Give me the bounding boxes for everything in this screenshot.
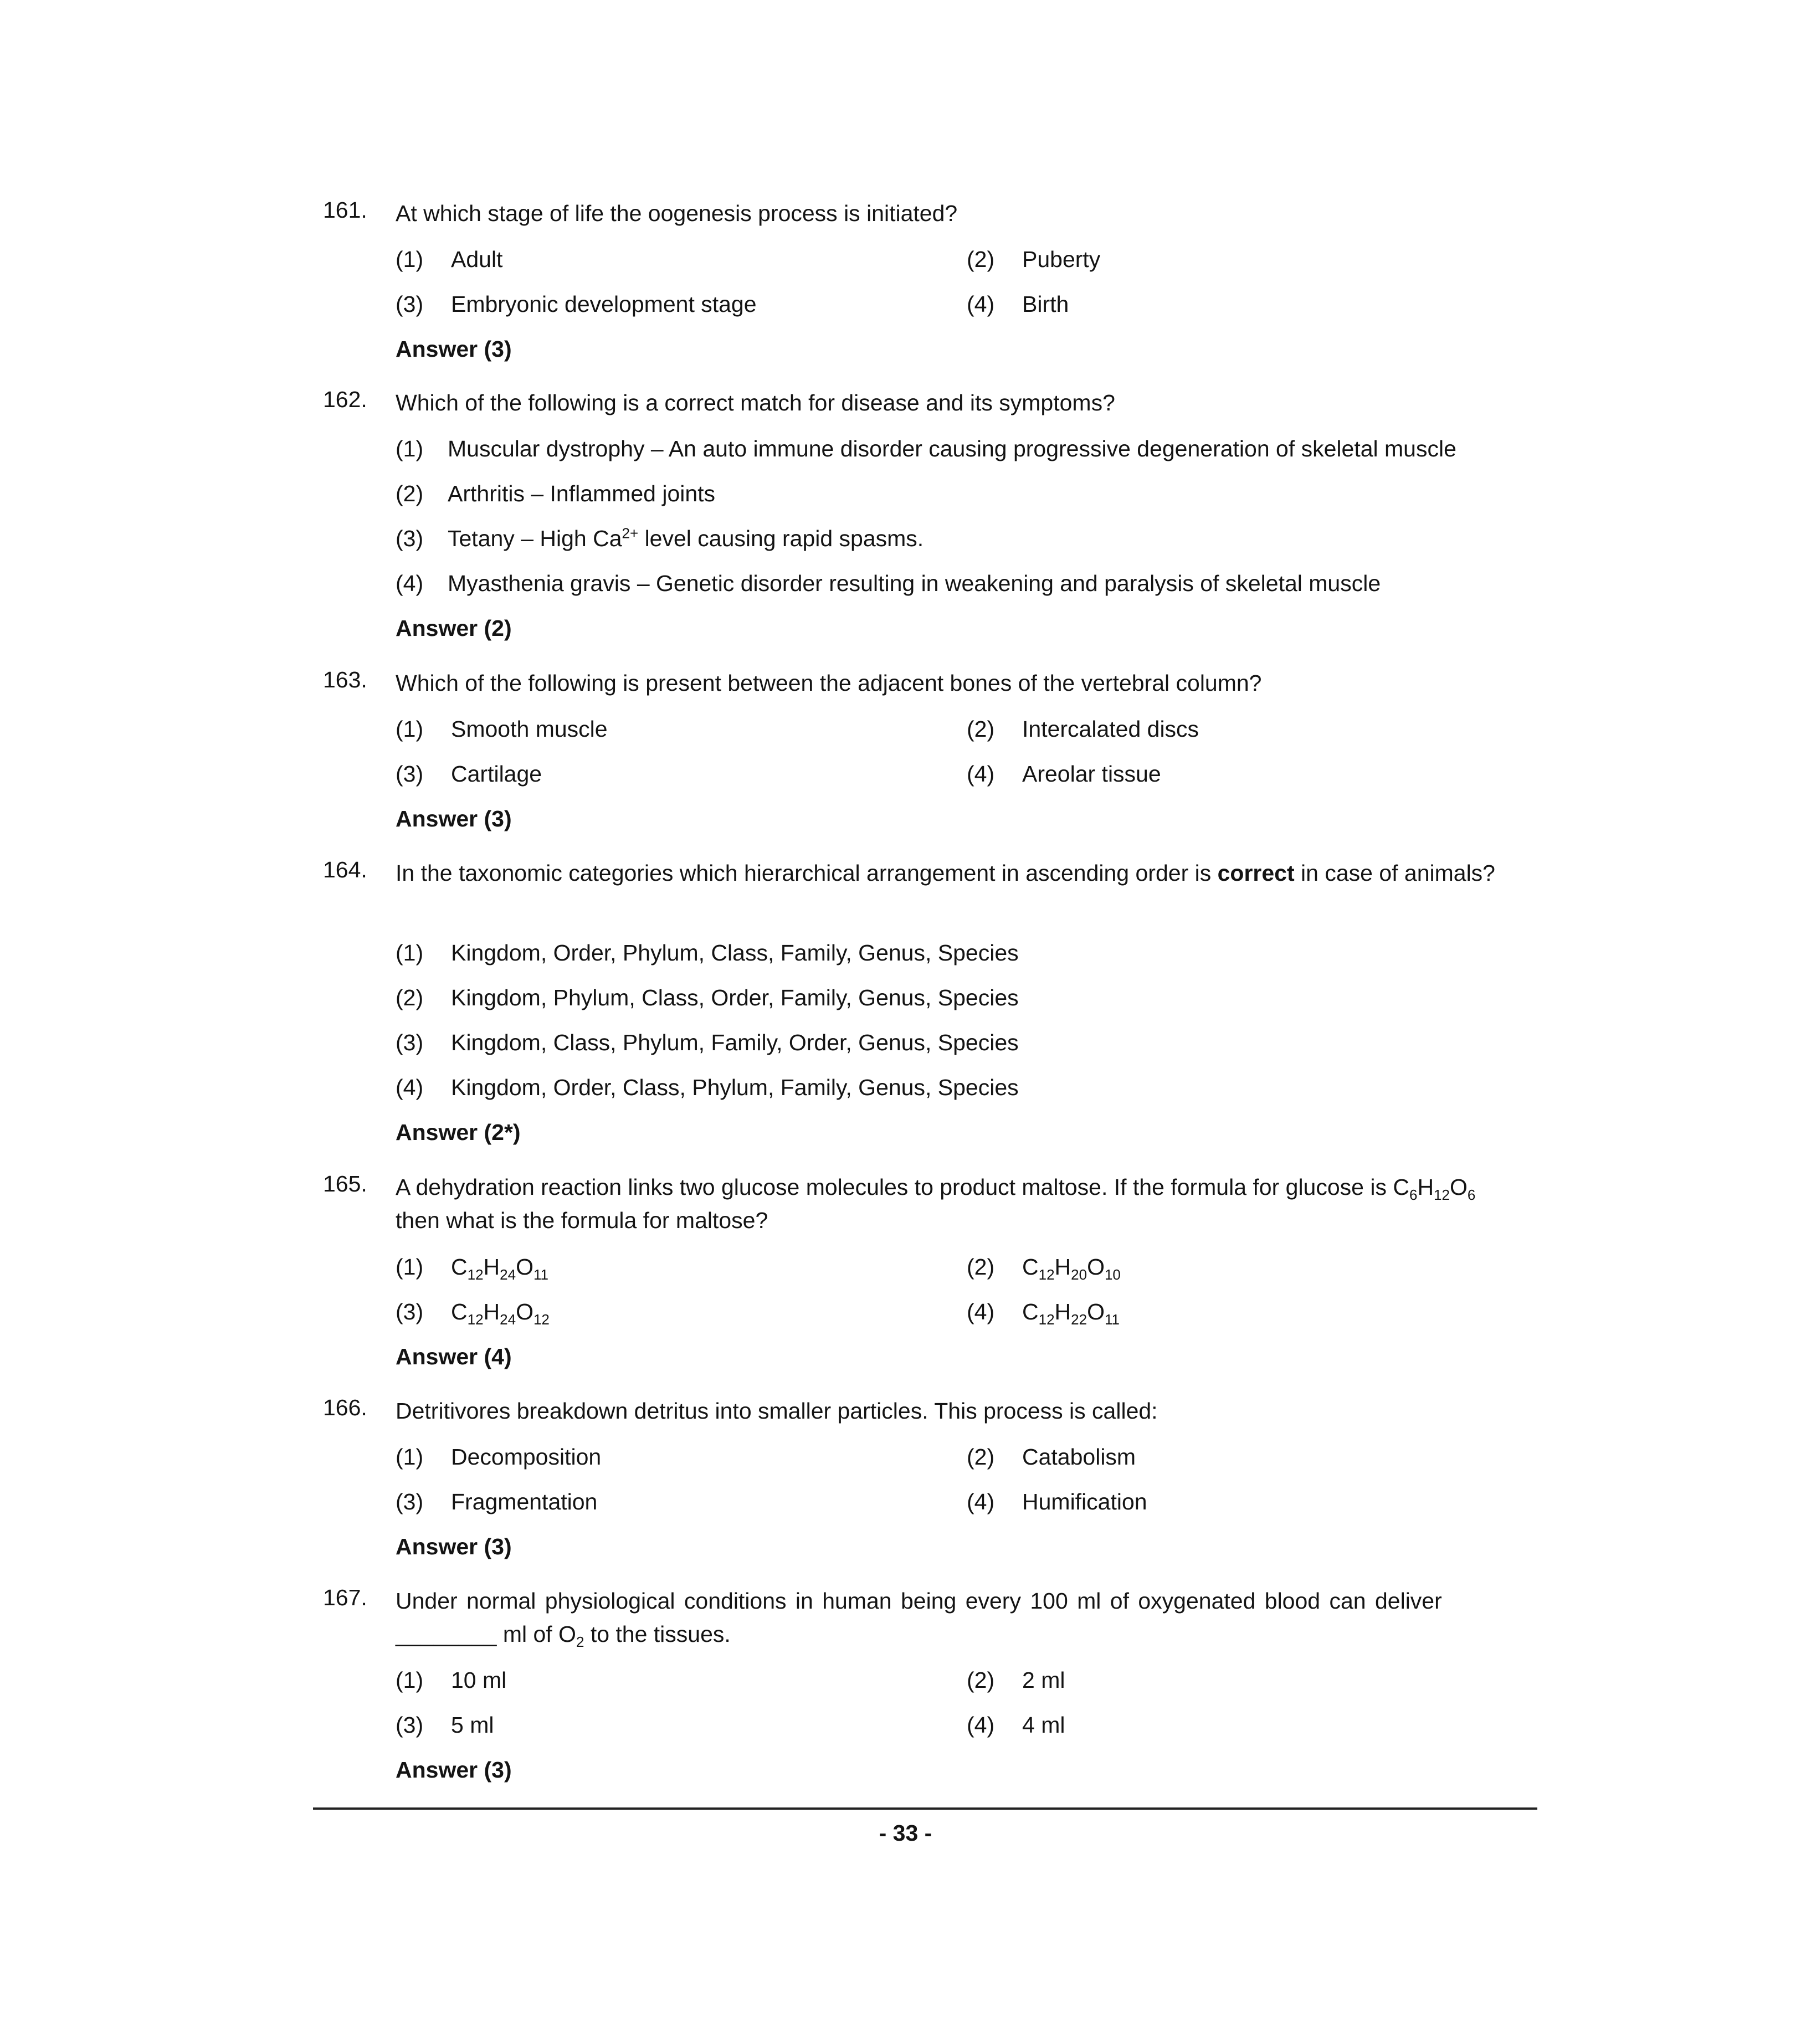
answer: Answer (3) <box>396 1534 512 1559</box>
question-number: 163. <box>323 667 367 692</box>
answer: Answer (3) <box>396 806 512 831</box>
question-text: Detritivores breakdown detritus into smaller particles. This process is called: <box>396 1398 1158 1424</box>
footer-divider <box>313 1807 1537 1810</box>
question-text: A dehydration reaction links two glucose molecules to product maltose. If the formula for glucose is $C_6H_{12}O_6$ <box>396 1174 1476 1204</box>
question-text: At which stage of life the oogenesis process is initiated? <box>396 201 958 226</box>
question-number: 161. <box>323 197 367 223</box>
question-text: Which of the following is a correct match for disease and its symptoms? <box>396 390 1115 415</box>
answer: Answer (3) <box>396 1757 512 1783</box>
question-text-line2: ________ ml of $O_2$ to the tissues. <box>396 1621 731 1651</box>
question-text: Under normal physiological conditions in human being every 100 ml of oxygenated blood can deliver <box>396 1588 1442 1614</box>
answer: Answer (3) <box>396 336 512 362</box>
question-number: 166. <box>323 1395 367 1420</box>
answer: Answer (2*) <box>396 1119 521 1145</box>
answer: Answer (2) <box>396 615 512 641</box>
glucose-formula: $C_6H_{12}O_6$ <box>1393 1174 1476 1204</box>
answer: Answer (4) <box>396 1344 512 1369</box>
question-number: 165. <box>323 1171 367 1196</box>
question-text-line2: then what is the formula for maltose? <box>396 1208 768 1233</box>
question-text: In the taxonomic categories which hierarchical arrangement in ascending order is correct in case of animals? <box>396 860 1495 886</box>
question-number: 162. <box>323 387 367 412</box>
page-number: - 33 - <box>879 1820 932 1846</box>
question-text: Which of the following is present between the adjacent bones of the vertebral column? <box>396 670 1262 696</box>
question-number: 167. <box>323 1585 367 1610</box>
question-number: 164. <box>323 857 367 882</box>
